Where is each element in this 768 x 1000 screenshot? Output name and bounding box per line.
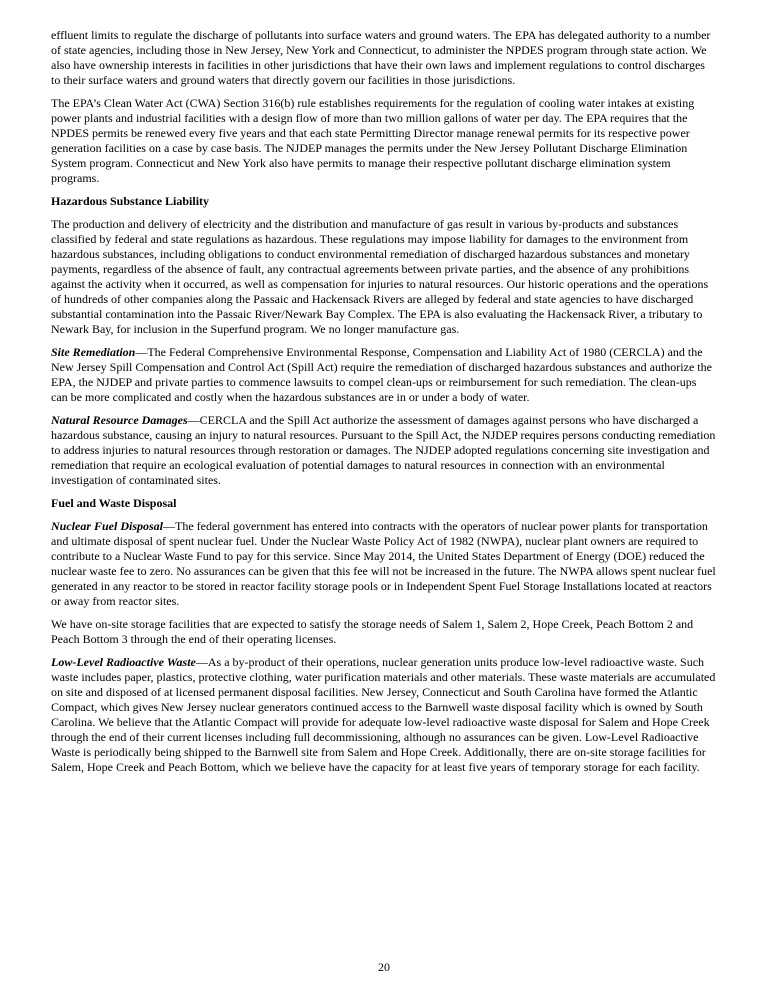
paragraph-text: effluent limits to regulate the discharge of pollutants into surface waters and ground waters. The EPA has delegated authority to a number of state agencies, including those in New Jersey, New York and Connecticut, to administer the NPDES program through state action. We also have ownership interests in facilities in other jurisdictions that have their own laws and implement regulations to control discharges to their surface waters and ground waters that directly govern our facilities in those jurisdictions. bbox=[51, 28, 711, 87]
paragraph-nuclear-fuel-disposal bbox=[51, 519, 716, 609]
paragraph-text: —As a by-product of their operations, nuclear generation units produce low-level radioactive waste. Such waste includes paper, plastics, protective clothing, water purification materials and other materials. These waste materials are accumulated on site and disposed of at licensed permanent disposal facilities. New Jersey, Connecticut and South Carolina have formed the Atlantic Compact, which gives New Jersey nuclear generators continued access to the Barnwell waste disposal facility which is owned by South Carolina. We believe that the Atlantic Compact will provide for adequate low-level radioactive waste disposal for Salem and Hope Creek through the end of their current licenses including full decommissioning, although no assurances can be given. Low-Level Radioactive Waste is periodically being shipped to the Barnwell site from Salem and Hope Creek. Additionally, there are on-site storage facilities for Salem, Hope Creek and Peach Bottom, which we believe have the capacity for at least five years of temporary storage for each facility. bbox=[51, 655, 716, 774]
paragraph-text: We have on-site storage facilities that are expected to satisfy the storage needs of Salem 1, Salem 2, Hope Creek, Peach Bottom 2 and Peach Bottom 3 through the end of their operating licenses. bbox=[51, 617, 694, 646]
page-number: 20 bbox=[378, 960, 390, 974]
paragraph-low-level-radioactive-waste bbox=[51, 655, 716, 775]
paragraph-lead-nuclear-fuel-disposal: Nuclear Fuel Disposal bbox=[51, 519, 164, 533]
paragraph-onsite-storage bbox=[51, 617, 716, 647]
paragraph-hazardous-substances bbox=[51, 217, 716, 337]
heading-hazardous-substance-liability: Hazardous Substance Liability bbox=[51, 194, 210, 208]
document-body bbox=[51, 28, 716, 783]
paragraph-text: —The Federal Comprehensive Environmental Response, Compensation and Liability Act of 1980 (CERCLA) and the New Jersey Spill Compensation and Control Act (Spill Act) require the remediation of discharged hazardous substances and authorize the EPA, the NJDEP and private parties to commence lawsuits to compel clean-ups or reimbursement for such remediation. The clean-ups can be more complicated and costly when the hazardous substances are in or under a body of water. bbox=[51, 345, 712, 404]
paragraph-natural-resource-damages bbox=[51, 413, 716, 488]
paragraph-lead-low-level-radioactive-waste: Low-Level Radioactive Waste bbox=[51, 655, 196, 669]
paragraph-effluent-limits bbox=[51, 28, 716, 88]
paragraph-text: —CERCLA and the Spill Act authorize the assessment of damages against persons who have discharged a hazardous substance, causing an injury to natural resources. Pursuant to the Spill Act, the NJDEP requires persons conducting remediation to address injuries to natural resources through restoration or damages. The NJDEP adopted regulations concerning site investigation and remediation that require an ecological evaluation of potential damages to natural resources in connection with an environmental investigation of contaminated sites. bbox=[51, 413, 716, 487]
paragraph-site-remediation bbox=[51, 345, 716, 405]
paragraph-text: —The federal government has entered into contracts with the operators of nuclear power plants for transportation and ultimate disposal of spent nuclear fuel. Under the Nuclear Waste Policy Act of 1982 (NWPA), nuclear plant owners are required to contribute to a Nuclear Waste Fund to pay for this service. Since May 2014, the United States Department of Energy (DOE) reduced the nuclear waste fee to zero. No assurances can be given that this fee will not be increased in the future. The NWPA allows spent nuclear fuel generated in any reactor to be stored in reactor facility storage pools or in Independent Spent Fuel Storage Installations located at reactors or away from reactor sites. bbox=[51, 519, 716, 608]
paragraph-lead-natural-resource-damages: Natural Resource Damages bbox=[51, 413, 188, 427]
heading-fuel-and-waste-disposal: Fuel and Waste Disposal bbox=[51, 496, 177, 510]
paragraph-text: The EPA’s Clean Water Act (CWA) Section 316(b) rule establishes requirements for the regulation of cooling water intakes at existing power plants and industrial facilities with a design flow of more than two million gallons of water per day. The EPA requires that the NPDES permits be renewed every five years and that each state Permitting Director manage renewal permits for its respective power generation facilities on a case by case basis. The NJDEP manages the permits under the New Jersey Pollutant Discharge Elimination System program. Connecticut and New York also have permits to manage their respective pollutant discharge elimination system programs. bbox=[51, 96, 695, 185]
paragraph-lead-site-remediation: Site Remediation bbox=[51, 345, 136, 359]
paragraph-clean-water-act bbox=[51, 96, 716, 186]
paragraph-text: The production and delivery of electricity and the distribution and manufacture of gas result in various by-products and substances classified by federal and state regulations as hazardous. These regulations may impose liability for damages to the environment from hazardous substances, including obligations to conduct environmental remediation of discharged hazardous substances and monetary payments, regardless of the absence of fault, any contractual agreements between private parties, and the absence of any prohibitions against the activity when it occurred, as well as compensation for injuries to natural resources. Our historic operations and the operations of hundreds of other companies along the Passaic and Hackensack Rivers are alleged by federal and state agencies to have discharged substantial contamination into the Passaic River/Newark Bay Complex. The EPA is also evaluating the Hackensack River, a tributary to Newark Bay, for inclusion in the Superfund program. We no longer manufacture gas. bbox=[51, 217, 709, 336]
